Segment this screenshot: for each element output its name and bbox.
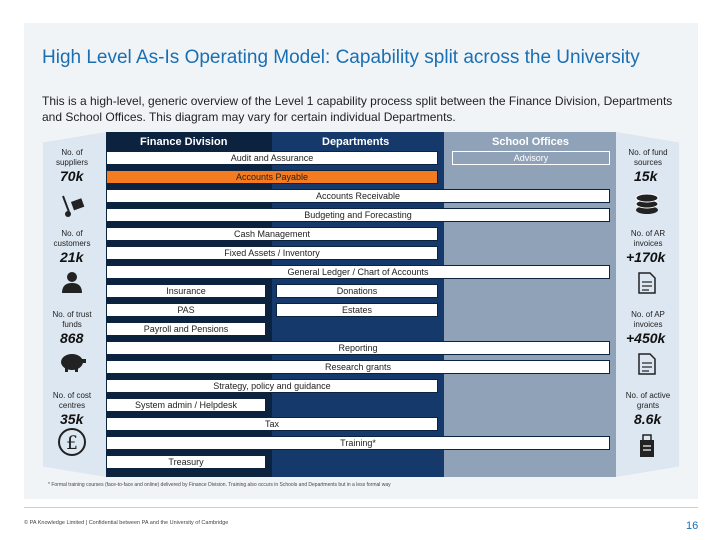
bar-system-admin-helpdesk: System admin / Helpdesk bbox=[106, 398, 266, 412]
stat-value-suppliers: 70k bbox=[60, 168, 84, 184]
supplier-icon bbox=[60, 192, 86, 218]
footer-copyright: © PA Knowledge Limited | Confidential between PA and the University of Cambridge bbox=[24, 520, 229, 526]
coins-icon bbox=[634, 192, 660, 216]
person-icon bbox=[60, 270, 84, 294]
bar-tax: Tax bbox=[106, 417, 438, 431]
departments-heading: Departments bbox=[322, 136, 390, 148]
stat-label-cost-centres: No. of cost centres bbox=[52, 391, 92, 410]
stat-label-customers: No. of customers bbox=[53, 229, 91, 248]
stat-value-cost-centres: 35k bbox=[60, 411, 84, 427]
bar-research-grants: Research grants bbox=[106, 360, 610, 374]
bar-advisory: Advisory bbox=[452, 151, 610, 165]
invoice-icon bbox=[638, 272, 656, 294]
piggy-bank-icon bbox=[58, 350, 88, 372]
bar-strategy-policy-guidance: Strategy, policy and guidance bbox=[106, 379, 438, 393]
school-offices-heading: School Offices bbox=[492, 136, 570, 148]
bar-donations: Donations bbox=[276, 284, 438, 298]
bar-reporting: Reporting bbox=[106, 341, 610, 355]
bar-accounts-receivable: Accounts Receivable bbox=[106, 189, 610, 203]
invoice-icon bbox=[638, 353, 656, 375]
stat-label-suppliers: No. of suppliers bbox=[55, 148, 88, 167]
bar-training: Training* bbox=[106, 436, 610, 450]
bar-fixed-assets: Fixed Assets / Inventory bbox=[106, 246, 438, 260]
stat-value-active-grants: 8.6k bbox=[634, 411, 662, 427]
stat-label-fund-sources: No. of fund sources bbox=[628, 148, 668, 167]
bar-general-ledger: General Ledger / Chart of Accounts bbox=[106, 265, 610, 279]
bar-treasury: Treasury bbox=[106, 455, 266, 469]
stat-label-ap-invoices: No. of AP invoices bbox=[631, 310, 665, 329]
school-offices-column bbox=[444, 132, 616, 477]
bar-estates: Estates bbox=[276, 303, 438, 317]
stat-label-ar-invoices: No. of AR invoices bbox=[630, 229, 666, 248]
bar-payroll-and-pensions: Payroll and Pensions bbox=[106, 322, 266, 336]
bar-insurance: Insurance bbox=[106, 284, 266, 298]
stat-label-active-grants: No. of active grants bbox=[625, 391, 671, 410]
page-subtitle: This is a high-level, generic overview of the Level 1 capability process split between the Finance Division, Departments and School Offices. This diagram may vary for certain individual Departments. bbox=[42, 94, 673, 124]
finance-division-heading: Finance Division bbox=[140, 136, 228, 148]
stat-value-ar-invoices: +170k bbox=[626, 249, 666, 265]
stat-value-ap-invoices: +450k bbox=[626, 330, 666, 346]
bar-budgeting-and-forecasting: Budgeting and Forecasting bbox=[106, 208, 610, 222]
bar-audit-and-assurance: Audit and Assurance bbox=[106, 151, 438, 165]
footer-divider bbox=[24, 507, 698, 508]
page-number: 16 bbox=[686, 520, 699, 532]
bar-accounts-payable: Accounts Payable bbox=[106, 170, 438, 184]
stat-value-customers: 21k bbox=[60, 249, 84, 265]
grant-icon bbox=[638, 434, 656, 458]
stat-label-trust-funds: No. of trust funds bbox=[52, 310, 92, 329]
bar-cash-management: Cash Management bbox=[106, 227, 438, 241]
bar-pas: PAS bbox=[106, 303, 266, 317]
footnote: * Formal training courses (face-to-face and online) delivered by Finance Division. Training also occurs in Schools and Departments but in a less formal way bbox=[48, 482, 391, 488]
page-title: High Level As-Is Operating Model: Capability split across the University bbox=[42, 47, 640, 68]
stat-value-fund-sources: 15k bbox=[634, 168, 658, 184]
pound-icon bbox=[58, 428, 86, 456]
stat-value-trust-funds: 868 bbox=[60, 330, 84, 346]
svg-text:£: £ bbox=[65, 432, 79, 454]
